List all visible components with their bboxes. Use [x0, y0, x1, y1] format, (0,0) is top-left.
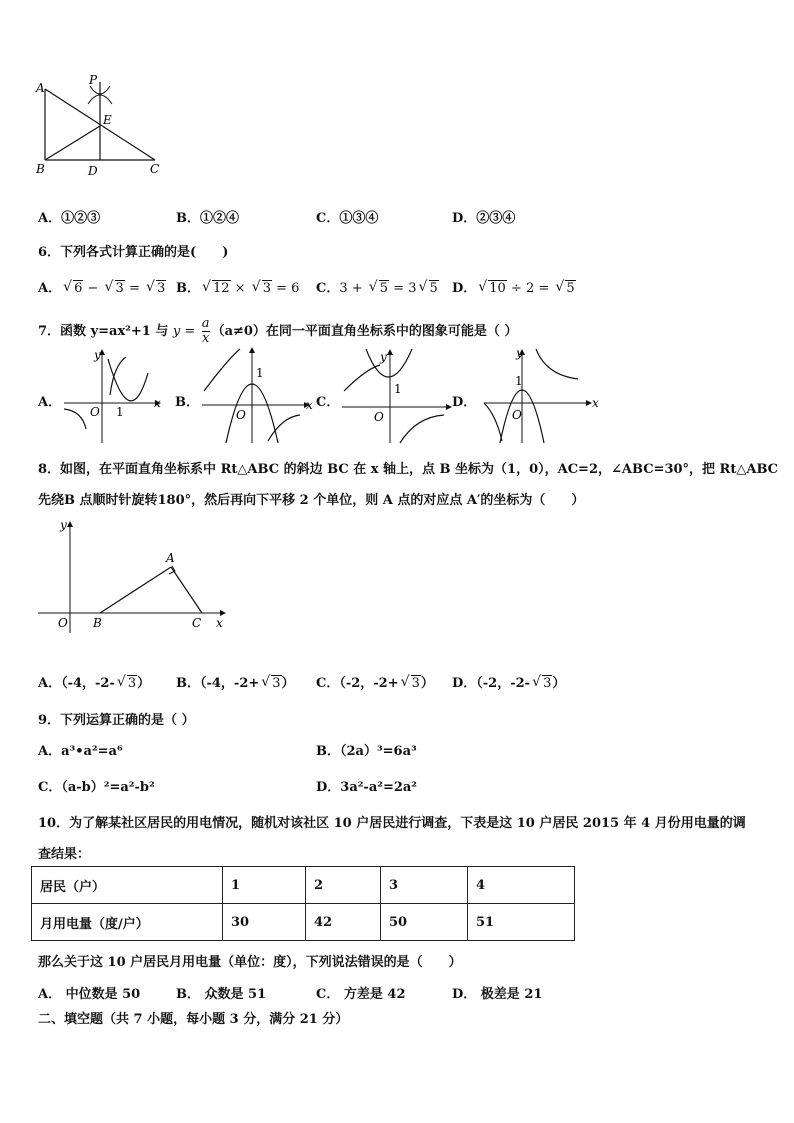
q10-question: 那么关于这 10 户居民月用电量（单位：度），下列说法错误的是（ ） — [38, 955, 462, 970]
q7-label-c[interactable]: C． — [316, 395, 340, 410]
svg-text:x: x — [216, 616, 223, 630]
q8-option-c[interactable]: C．（-2，-2+√ 3） — [316, 672, 434, 691]
q9-option-b[interactable]: B．（2a）³=6a³ — [316, 744, 417, 759]
table-cell: 51 — [468, 904, 575, 941]
q5-figure — [30, 72, 170, 182]
q6-option-b[interactable]: B．√ 12 × √ 3 = 6 — [176, 277, 299, 296]
q8-line1: 8．如图，在平面直角坐标系中 Rt△ABC 的斜边 BC 在 x 轴上，点 B 坐标为（1，0），AC=2，∠ABC=30°，把 Rt△ABC — [38, 462, 779, 477]
q7-graph-a[interactable] — [60, 345, 170, 445]
label-p: P — [89, 73, 98, 87]
table-cell: 50 — [381, 904, 468, 941]
table-cell: 3 — [381, 867, 468, 904]
table-cell: 30 — [223, 904, 306, 941]
q10-line1: 10．为了解某社区居民的用电情况，随机对该社区 10 户居民进行调查，下表是这 10 户居民 2015 年 4 月份用电量的调 — [38, 816, 746, 831]
label-a: A — [36, 81, 45, 95]
svg-text:1: 1 — [515, 374, 523, 388]
q7-graph-c[interactable] — [338, 345, 463, 445]
table-cell: 月用电量（度/户） — [32, 904, 223, 941]
q6-option-a[interactable]: A．√ 6 − √ 3 = √ 3 — [38, 277, 166, 296]
svg-text:y: y — [516, 346, 523, 360]
q10-option-b[interactable]: B． 众数是 51 — [176, 987, 267, 1002]
table-cell: 42 — [306, 904, 381, 941]
q10-line2: 查结果： — [38, 847, 91, 862]
q9-option-a[interactable]: A．a³•a²=a⁶ — [38, 744, 123, 759]
table-row — [32, 867, 575, 904]
svg-text:O: O — [374, 410, 384, 424]
segment-be — [45, 126, 100, 160]
q10-table — [31, 866, 575, 941]
svg-text:1: 1 — [116, 405, 124, 419]
svg-text:x: x — [306, 398, 313, 412]
svg-text:O: O — [512, 408, 522, 422]
q7-label-b[interactable]: B． — [175, 395, 199, 410]
q10-option-d[interactable]: D． 极差是 21 — [452, 987, 543, 1002]
q7-stem: 7．函数 y=ax²+1 与 y = $\frac{a}{x}$ （a≠0）在同一平面直角坐标系中的图象可能是（ ） — [38, 316, 518, 346]
svg-text:B: B — [93, 616, 102, 630]
section-heading: 二、填空题（共 7 小题，每小题 3 分，满分 21 分） — [38, 1012, 349, 1027]
label-e: E — [103, 113, 112, 127]
table-cell: 2 — [306, 867, 381, 904]
table-cell: 居民（户） — [32, 867, 223, 904]
q8-figure — [34, 515, 234, 635]
q8-line2: 先绕B 点顺时针旋转180°，然后再向下平移 2 个单位，则 A 点的对应点 A′的坐标为（ ） — [38, 493, 585, 508]
q5-option-d[interactable]: D．②③④ — [452, 211, 516, 226]
fraction-a-over-x: $\frac{a}{x}$ — [201, 316, 210, 346]
svg-text:y: y — [380, 350, 387, 364]
q10-option-c[interactable]: C． 方差是 42 — [316, 987, 406, 1002]
q7-graph-d[interactable] — [480, 345, 610, 445]
q8-option-d[interactable]: D．（-2，-2-√ 3） — [452, 672, 565, 691]
q7-label-a[interactable]: A． — [38, 395, 62, 410]
q6-option-d[interactable]: D．√ 10 ÷ 2 = √ 5 — [452, 277, 576, 296]
table-cell: 4 — [468, 867, 575, 904]
svg-text:1: 1 — [256, 366, 264, 380]
svg-text:O: O — [90, 405, 100, 419]
svg-text:O: O — [236, 408, 246, 422]
q8-option-b[interactable]: B．（-4，-2+√ 3） — [176, 672, 295, 691]
table-row — [32, 904, 575, 941]
q6-option-c[interactable]: C．3 + √ 5 = 3√ 5 — [316, 277, 439, 296]
svg-text:A: A — [166, 551, 175, 565]
q5-option-c[interactable]: C．①③④ — [316, 211, 379, 226]
q10-option-a[interactable]: A． 中位数是 50 — [38, 987, 141, 1002]
label-b: B — [36, 162, 45, 176]
svg-text:1: 1 — [394, 382, 402, 396]
q7-label-d[interactable]: D． — [452, 395, 477, 410]
svg-text:x: x — [154, 396, 161, 410]
svg-text:y: y — [94, 348, 101, 362]
svg-text:x: x — [592, 396, 599, 410]
q9-option-c[interactable]: C．（a-b）²=a²-b² — [38, 780, 155, 795]
q6-stem: 6．下列各式计算正确的是( ) — [38, 245, 229, 260]
q5-option-a[interactable]: A．①②③ — [38, 211, 101, 226]
q5-option-b[interactable]: B．①②④ — [176, 211, 239, 226]
table-cell: 1 — [223, 867, 306, 904]
q8-option-a[interactable]: A．（-4，-2-√ 3） — [38, 672, 150, 691]
svg-text:C: C — [192, 616, 202, 630]
q7-graph-b[interactable] — [198, 345, 318, 445]
svg-text:y: y — [60, 518, 67, 532]
q9-option-d[interactable]: D．3a²-a²=2a² — [316, 780, 418, 795]
svg-text:O: O — [58, 616, 68, 630]
label-c: C — [150, 162, 160, 176]
q9-stem: 9．下列运算正确的是（ ） — [38, 713, 195, 728]
label-d: D — [88, 164, 98, 178]
